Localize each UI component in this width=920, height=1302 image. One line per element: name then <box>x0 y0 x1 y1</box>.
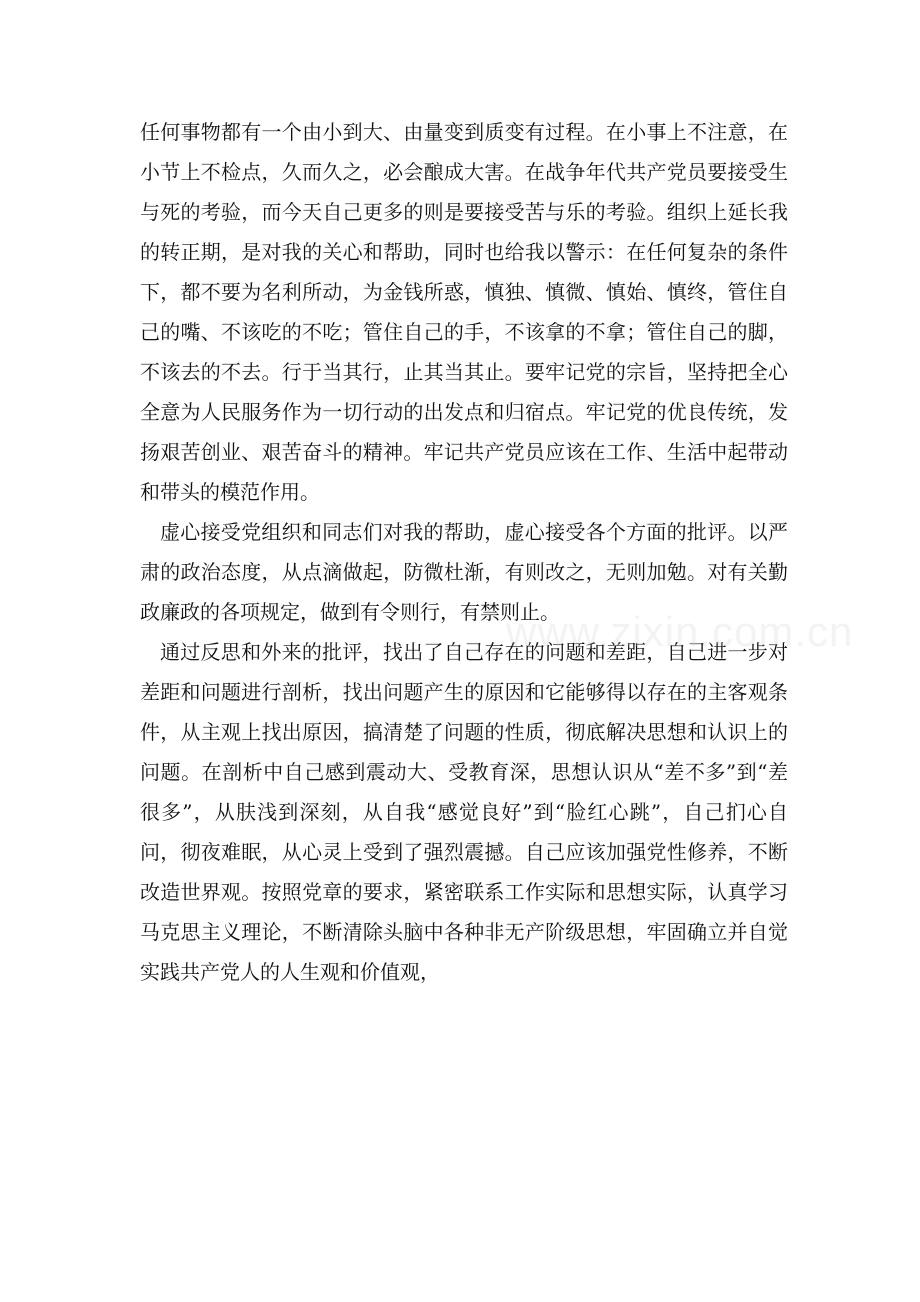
paragraph-2: 虚心接受党组织和同志们对我的帮助，虚心接受各个方面的批评。以严肃的政治态度，从点滴做起，防微杜渐，有则改之，无则加勉。对有关勤政廉政的各项规定，做到有令则行，有禁则止。 <box>140 520 788 624</box>
document-body <box>140 112 788 992</box>
paragraph-1: 任何事物都有一个由小到大、由量变到质变有过程。在小事上不注意，在小节上不检点，久而久之，必会酿成大害。在战争年代共产党员要接受生与死的考验，而今天自己更多的则是要接受苦与乐的考验。组织上延长我的转正期，是对我的关心和帮助，同时也给我以警示：在任何复杂的条件下，都不要为名利所动，为金钱所惑，慎独、慎微、慎始、慎终，管住自己的嘴、不该吃的不吃；管住自己的手，不该拿的不拿；管住自己的脚，不该去的不去。行于当其行，止其当其止。要牢记党的宗旨，坚持把全心全意为人民服务作为一切行动的出发点和归宿点。牢记党的优良传统，发扬艰苦创业、艰苦奋斗的精神。牢记共产党员应该在工作、生活中起带动和带头的模范作用。 <box>140 120 788 504</box>
watermark: www.zixin.com.cn <box>506 608 854 655</box>
paragraph-3: 通过反思和外来的批评，找出了自己存在的问题和差距，自己进一步对差距和问题进行剖析，找出问题产生的原因和它能够得以存在的主客观条件，从主观上找出原因，搞清楚了问题的性质，彻底解决思想和认识上的问题。在剖析中自己感到震动大、受教育深，思想认识从“差不多”到“差很多”，从肤浅到深刻，从自我“感觉良好”到“脸红心跳”，自己扪心自问，彻夜难眠，从心灵上受到了强烈震撼。自己应该加强党性修养，不断改造世界观。按照党章的要求，紧密联系工作实际和思想实际，认真学习马克思主义理论，不断清除头脑中各种非无产阶级思想，牢固确立并自觉实践共产党人的人生观和价值观， <box>140 640 788 984</box>
